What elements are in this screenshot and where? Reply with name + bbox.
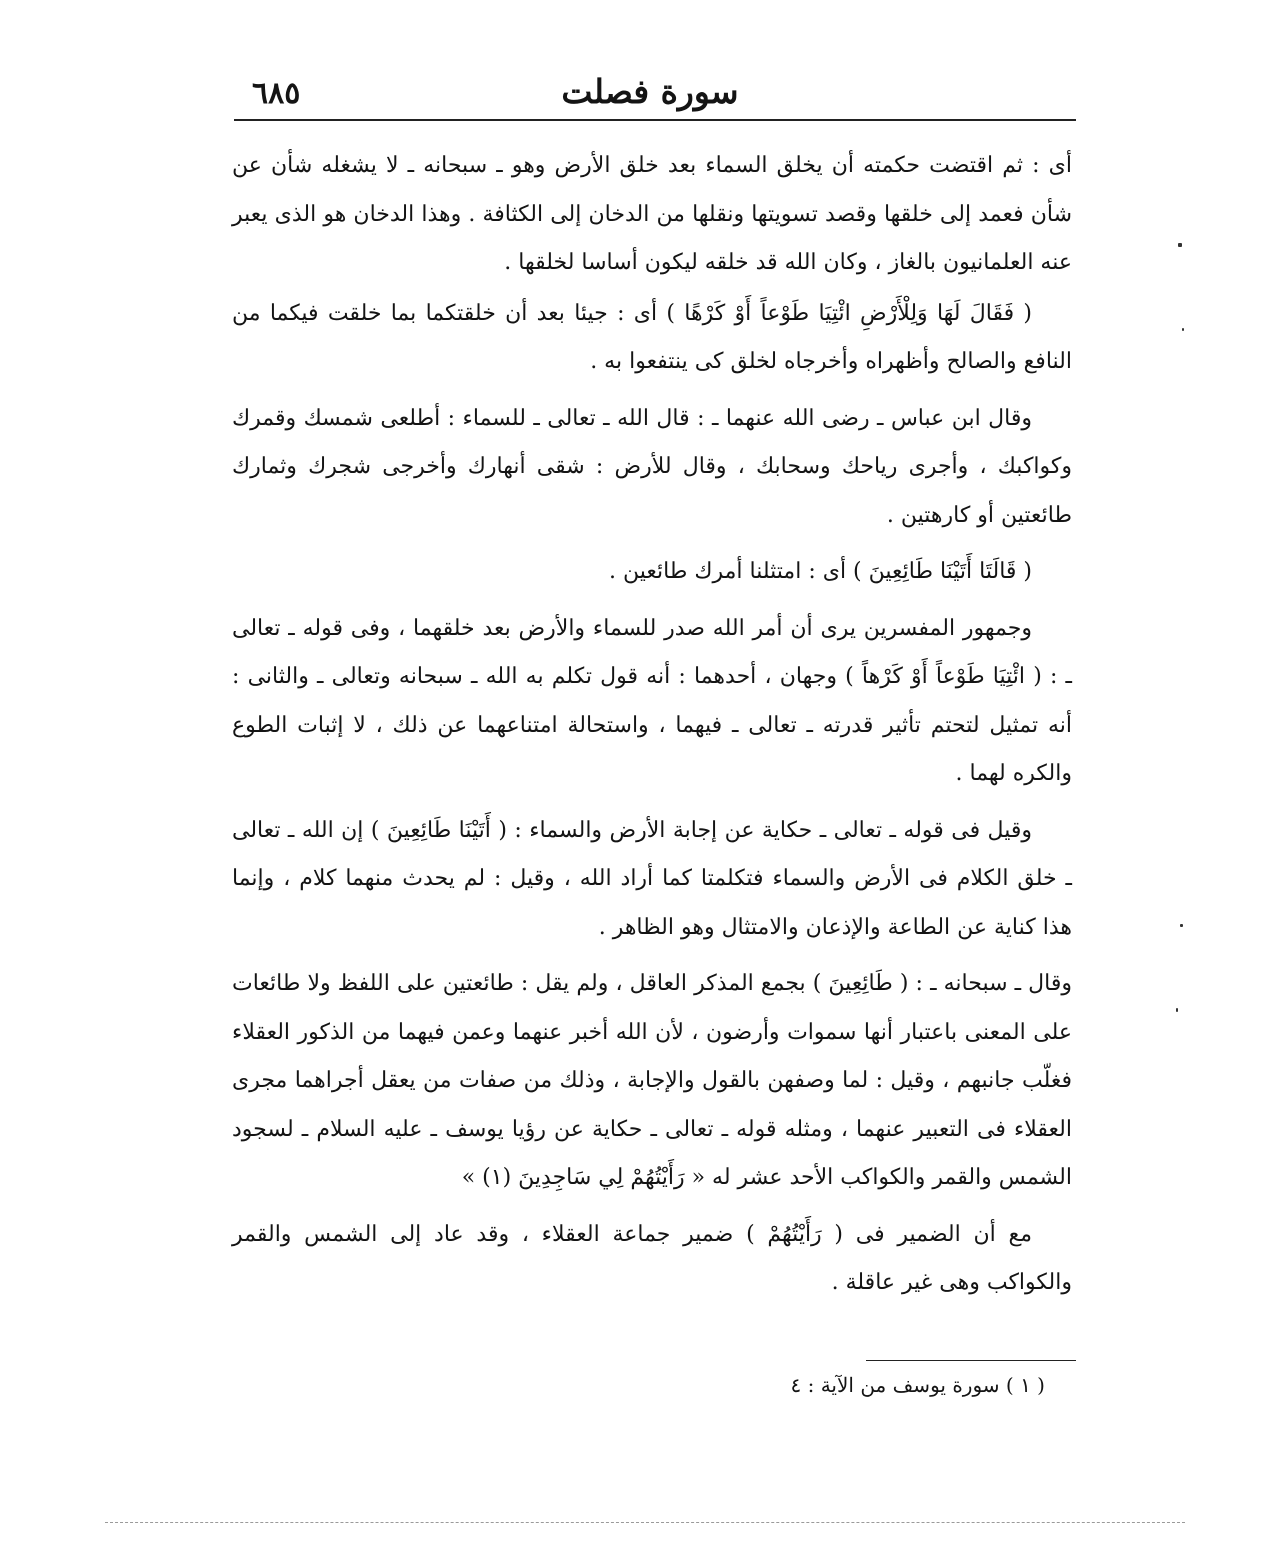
page-number: ٦٨٥ xyxy=(252,76,301,111)
scan-speck xyxy=(1182,328,1184,331)
body-text xyxy=(232,142,1072,1316)
page-bottom-edge xyxy=(105,1522,1185,1523)
scan-speck xyxy=(1178,243,1182,247)
paragraph: وقال ابن عباس ـ رضى الله عنهما ـ : قال الله ـ تعالى ـ للسماء : أطلعى شمسك وقمرك وكواكبك ، وأجرى رياحك وسحابك ، وقال للأرض : شقى أنهارك وأخرجى شجرك وثمارك طائعتين أو كارهتين . xyxy=(232,405,1072,528)
paragraph: وقيل فى قوله ـ تعالى ـ حكاية عن إجابة الأرض والسماء : ( أَتَيْنَا طَائِعِينَ ) إن الله ـ تعالى ـ خلق الكلام فى الأرض والسماء فتكلمتا كما أراد الله ، وقيل : لم يحدث منهما كلام ، وإنما هذا كناية عن الطاعة والإذعان والامتثال وهو الظاهر . xyxy=(232,817,1072,940)
scan-speck xyxy=(1176,1008,1178,1012)
paragraph: أى : ثم اقتضت حكمته أن يخلق السماء بعد خلق الأرض وهو ـ سبحانه ـ لا يشغله شأن عن شأن فعمد إلى خلقها وقصد تسويتها ونقلها من الدخان إلى الكثافة . وهذا الدخان هو الذى يعبر عنه العلمانيون بالغاز ، وكان الله قد خلقه ليكون أساسا لخلقها . xyxy=(232,153,1072,275)
footnote-rule xyxy=(866,1360,1076,1361)
footnote: ( ١ ) سورة يوسف من الآية : ٤ xyxy=(790,1373,1045,1397)
paragraph: ( قَالَتَا أَتَيْنَا طَائِعِينَ ) أى : امتثلنا أمرك طائعين . xyxy=(609,559,1032,584)
paragraph: وجمهور المفسرين يرى أن أمر الله صدر للسماء والأرض بعد خلقهما ، وفى قوله ـ تعالى ـ : ( ائْتِيَا طَوْعاً أَوْ كَرْهاً ) وجهان ، أحدهما : أنه قول تكلم به الله ـ سبحانه وتعالى ـ والثانى : أنه تمثيل لتحتم تأثير قدرته ـ تعالى ـ فيهما ، واستحالة امتناعهما عن ذلك ، لا إثبات الطوع والكره لهما . xyxy=(232,615,1072,786)
paragraph: ( فَقَالَ لَهَا وَلِلْأَرْضِ ائْتِيَا طَوْعاً أَوْ كَرْهًا ) أى : جيئا بعد أن خلقتكما بما خلقت فيكما من النافع والصالح وأظهراه وأخرجاه لخلق كى ينتفعوا به . xyxy=(232,300,1072,374)
paragraph: مع أن الضمير فى ( رَأَيْتُهُمْ ) ضمير جماعة العقلاء ، وقد عاد إلى الشمس والقمر والكواكب وهى غير عاقلة . xyxy=(232,1221,1072,1295)
running-title: سورة فصلت xyxy=(561,72,739,111)
paragraph: وقال ـ سبحانه ـ : ( طَائِعِينَ ) بجمع المذكر العاقل ، ولم يقل : طائعتين على اللفظ ولا طائعات على المعنى باعتبار أنها سموات وأرضون ، لأن الله أخبر عنهما وعمن فيهما من الذكور العقلاء فغلّب جانبهم ، وقيل : لما وصفهن بالقول والإجابة ، وذلك من صفات من يعقل أجراهما مجرى العقلاء فى التعبير عنهما ، ومثله قوله ـ تعالى ـ حكاية عن رؤيا يوسف ـ عليه السلام ـ لسجود الشمس والقمر والكواكب الأحد عشر له « رَأَيْتُهُمْ لِي سَاجِدِينَ (١) » xyxy=(232,971,1072,1190)
header-rule xyxy=(234,119,1076,121)
scan-speck xyxy=(1180,924,1183,927)
